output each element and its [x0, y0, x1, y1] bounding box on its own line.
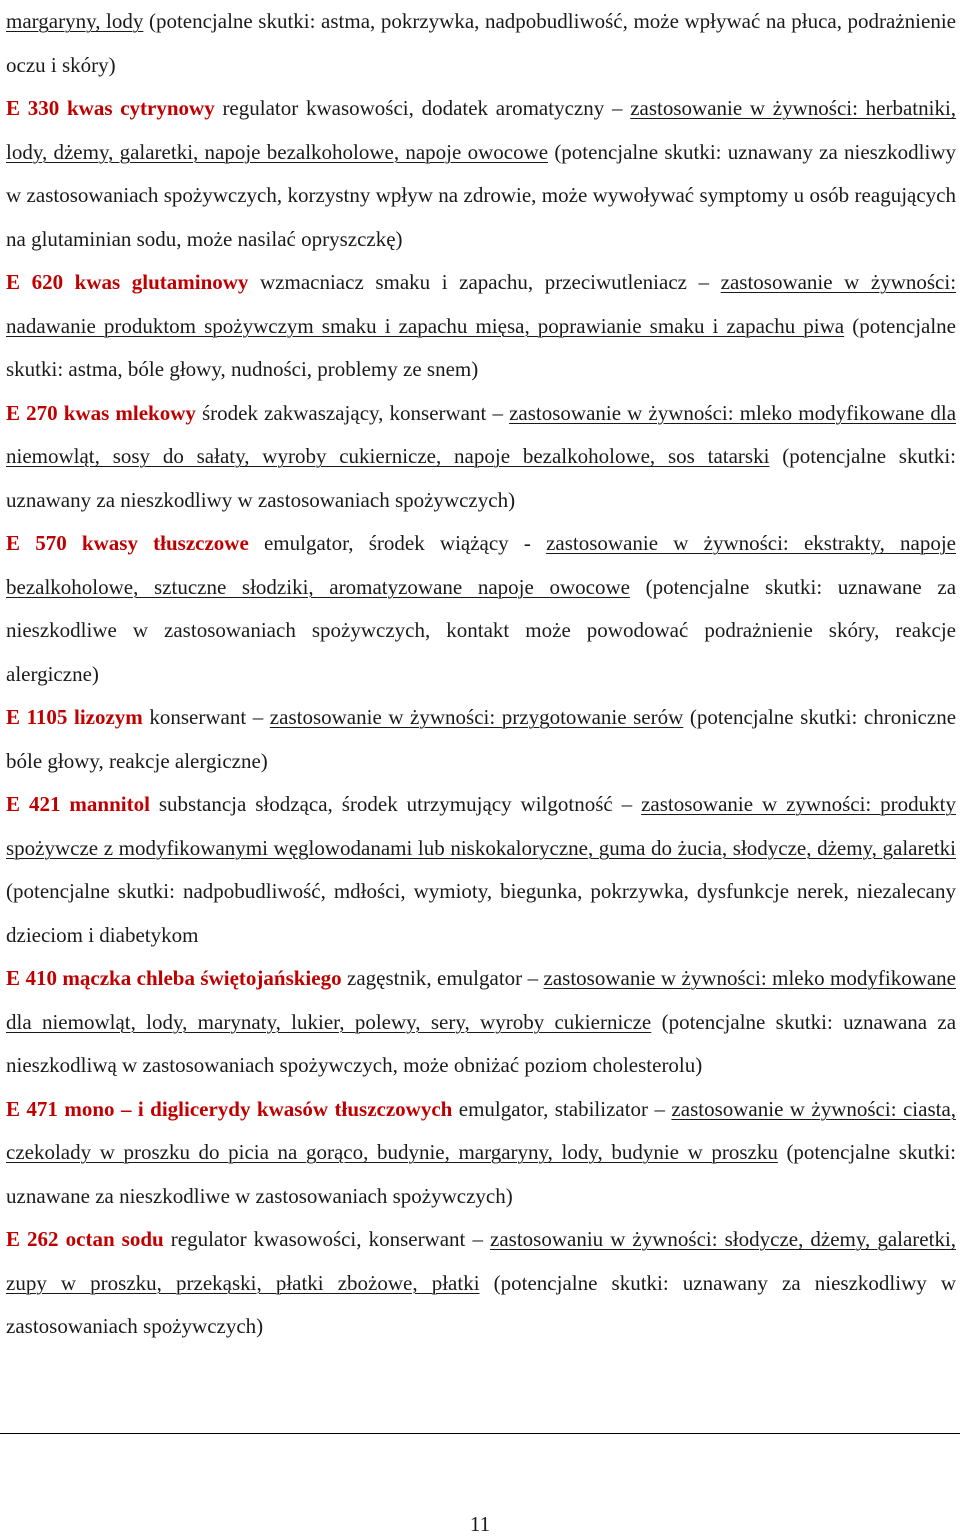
additive-name: octan sodu — [65, 1227, 164, 1251]
page-number: 11 — [469, 1512, 491, 1536]
additive-name: kwasy tłuszczowe — [81, 531, 249, 555]
additive-code: E 570 — [6, 531, 67, 555]
additive-function: zagęstnik, emulgator — [347, 966, 523, 990]
additive-usage: zastosowanie w żywności: nadawanie produktom spożywczym smaku i zapachu mięsa, poprawianie smaku i zapachu piwa — [6, 270, 957, 338]
additive-usage: zastosowanie w żywności: ekstrakty, napoje bezalkoholowe, sztuczne słodziki, aromatyzowane napoje owocowe — [6, 531, 957, 599]
additive-code: E 410 — [6, 966, 57, 990]
usage-dash: – — [698, 270, 710, 294]
additive-usage: zastosowanie w zywności: produkty spożywcze z modyfikowanymi węglowodanami lub niskokaloryczne, guma do żucia, słodycze, dżemy, galaretki — [6, 792, 957, 860]
additive-effects: (potencjalne skutki: nadpobudliwość, mdłości, wymioty, biegunka, pokrzywka, dysfunkcje nerek, niezalecany dzieciom i diabetykom — [6, 879, 956, 947]
additive-function: konserwant — [149, 705, 247, 729]
intro-effects: (potencjalne skutki: astma, pokrzywka, nadpobudliwość, może wpływać na płuca, podrażnienie oczu i skóry) — [6, 9, 956, 77]
usage-dash: – — [611, 96, 623, 120]
additive-usage: zastosowaniu w żywności: słodycze, dżemy, galaretki, zupy w proszku, przekąski, płatki zbożowe, płatki — [6, 1227, 957, 1295]
additive-effects: (potencjalne skutki: uznawany za nieszkodliwy w zastosowaniach spożywczych) — [6, 1270, 957, 1338]
additive-effects: (potencjalne skutki: astma, bóle głowy, nudności, problemy ze snem) — [6, 313, 956, 381]
additive-code: E 270 — [6, 400, 58, 425]
usage-dash: - — [523, 531, 531, 555]
additive-effects: (potencjalne skutki: uznawany za nieszkodliwy w zastosowaniach spożywczych) — [6, 444, 956, 512]
additive-usage: zastosowanie w żywności: herbatniki, lody, dżemy, galaretki, napoje bezalkoholowe, napoje owocowe — [6, 96, 957, 164]
usage-dash: – — [472, 1227, 483, 1251]
additive-name: mono – i diglicerydy kwasów tłuszczowych — [64, 1096, 453, 1121]
additive-entry — [6, 783, 956, 957]
additive-effects: (potencjalne skutki: uznawane za nieszkodliwe w zastosowaniach spożywczych) — [6, 1140, 956, 1208]
document-body — [6, 0, 956, 1349]
intro-usage: margaryny, lody — [6, 9, 144, 33]
usage-dash: – — [492, 400, 503, 425]
additive-effects: (potencjalne skutki: uznawany za nieszkodliwy w zastosowaniach spożywczych, korzystny wpływ na zdrowie, może wywoływać symptomy u osób reagujących na glutaminian sodu, może nasilać opryszczkę) — [6, 139, 956, 251]
additive-entry — [6, 87, 956, 261]
additive-function: regulator kwasowości, konserwant — [170, 1227, 466, 1251]
additive-entry — [6, 696, 956, 783]
usage-dash: – — [527, 966, 539, 990]
additive-function: regulator kwasowości, dodatek aromatyczny — [222, 96, 605, 120]
additive-usage: zastosowanie w żywności: ciasta, czekolady w proszku do picia na gorąco, budynie, margaryny, lody, budynie w proszku — [6, 1096, 957, 1164]
additive-code: E 330 — [6, 96, 60, 120]
additive-entry — [6, 957, 956, 1088]
additive-usage: zastosowanie w żywności: mleko modyfikowane dla niemowląt, sosy do sałaty, wyroby cukiernicze, napoje bezalkoholowe, sos tatarski — [6, 400, 957, 468]
additive-name: kwas glutaminowy — [74, 270, 249, 294]
additive-function: środek zakwaszający, konserwant — [202, 400, 487, 425]
additive-entry — [6, 261, 956, 392]
additive-usage: zastosowanie w żywności: mleko modyfikowane dla niemowląt, lody, marynaty, lukier, polewy, sery, wyroby cukiernicze — [6, 966, 957, 1034]
additive-code: E 471 — [6, 1096, 58, 1121]
additive-code: E 421 — [6, 792, 61, 816]
additive-name: mannitol — [69, 792, 150, 816]
intro-paragraph — [6, 0, 956, 87]
additive-function: wzmacniacz smaku i zapachu, przeciwutleniacz — [260, 270, 687, 294]
additive-effects: (potencjalne skutki: uznawane za nieszkodliwe w zastosowaniach spożywczych, kontakt może powodować podrażnienie skóry, reakcje alergiczne) — [6, 574, 957, 686]
additive-code: E 262 — [6, 1227, 59, 1251]
additive-function: emulgator, stabilizator — [458, 1096, 649, 1121]
additive-entry — [6, 392, 956, 523]
usage-dash: – — [252, 705, 264, 729]
additive-name: kwas mlekowy — [63, 400, 196, 425]
usage-dash: – — [654, 1096, 665, 1121]
additive-name: mączka chleba świętojańskiego — [62, 966, 342, 990]
additive-function: emulgator, środek wiążący — [263, 531, 509, 555]
additive-code: E 620 — [6, 270, 64, 294]
additive-name: kwas cytrynowy — [66, 96, 215, 120]
additive-usage: zastosowanie w żywności: przygotowanie serów — [269, 705, 684, 729]
additive-effects: (potencjalne skutki: chroniczne bóle głowy, reakcje alergiczne) — [6, 705, 957, 773]
additive-entry — [6, 1088, 956, 1219]
additive-entries — [6, 87, 956, 1349]
additive-name: lizozym — [73, 705, 143, 729]
footer-divider — [0, 1433, 960, 1434]
additive-entry — [6, 522, 956, 696]
additive-function: substancja słodząca, środek utrzymujący wilgotność — [158, 792, 613, 816]
additive-entry — [6, 1218, 956, 1349]
additive-code: E 1105 — [6, 705, 68, 729]
additive-effects: (potencjalne skutki: uznawana za nieszkodliwą w zastosowaniach spożywczych, może obniżać poziom cholesterolu) — [6, 1009, 957, 1077]
usage-dash: – — [621, 792, 633, 816]
